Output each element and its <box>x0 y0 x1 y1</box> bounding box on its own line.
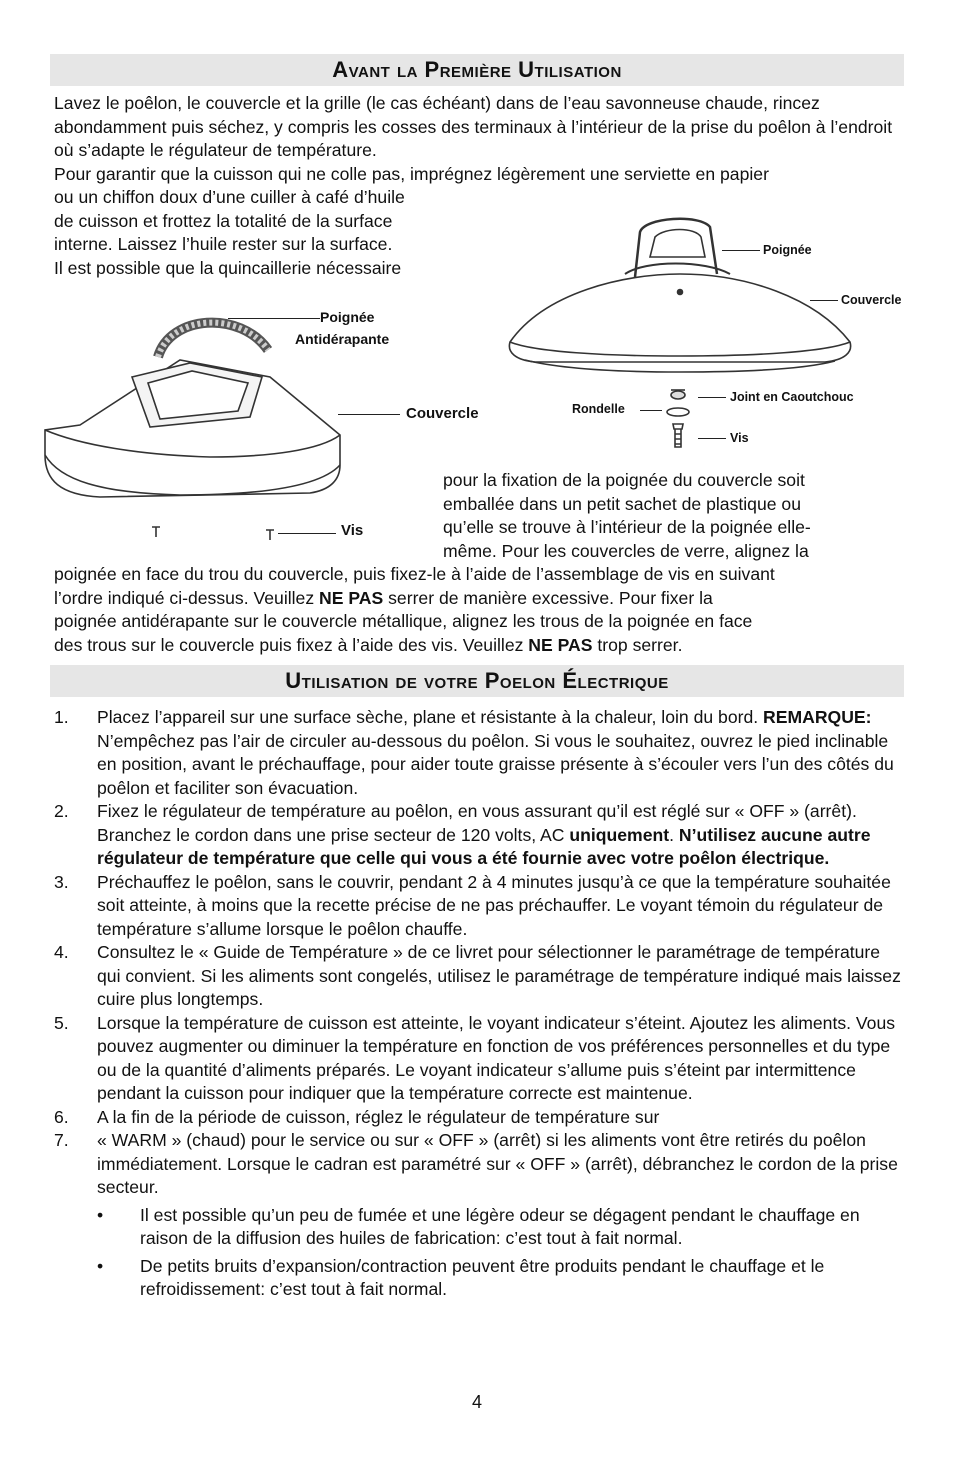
bullet-text: De petits bruits d’expansion/contraction peuvent être produits pendant le chauffage et le refroidissement: c’est tout à fait normal. <box>140 1255 825 1299</box>
label-lid-glass: Couvercle <box>841 293 902 307</box>
leader-line <box>278 533 336 534</box>
list-item <box>54 871 904 942</box>
assembly-line <box>54 587 904 611</box>
list-item-number: 2. <box>54 801 69 821</box>
hardware-paragraph <box>443 469 903 563</box>
oil-instructions-line: interne. Laissez l’huile rester sur la surface. <box>54 234 393 254</box>
list-item-text <box>97 871 904 942</box>
label-handle-glass: Poignée <box>763 243 812 257</box>
emphasis-text: REMARQUE: <box>763 707 872 727</box>
list-item <box>54 800 904 871</box>
leader-line <box>228 318 320 319</box>
section-title-first-use: Avant la Première Utilisation <box>50 54 904 86</box>
step-text: Préchauffez le poêlon, sans le couvrir, pendant 2 à 4 minutes jusqu’à ce que la température souhaitée soit atteinte, à moins que la recette précise de ne pas préchauffer. Le voyant témoin du régulateur de température s’allume lorsque le poêlon chauffe. <box>97 871 891 939</box>
list-item-text <box>97 1129 904 1200</box>
oil-instructions-line: Il est possible que la quincaillerie nécessaire <box>54 257 402 278</box>
list-item-text <box>97 941 904 1012</box>
label-screw-metal: Vis <box>341 522 364 539</box>
leader-line <box>698 397 726 398</box>
assembly-text: trop serrer. <box>592 634 683 655</box>
assembly-line: poignée en face du trou du couvercle, puis fixez-le à l’aide de l’assemblage de vis en suivant <box>54 564 775 584</box>
list-item <box>54 706 904 800</box>
warning-ne-pas: NE PAS <box>528 634 593 655</box>
bullet-symbol: • <box>97 1255 104 1276</box>
step-text: Lorsque la température de cuisson est atteinte, le voyant indicateur s’éteint. Ajoutez les aliments. Vous pouvez augmenter ou diminuer la température en fonction de vos préférences personnelles et du type ou de la quantité d’aliments préparés. Le voyant indicateur s’allume puis s’éteint par intermittence pendant la cuisson pour indiquer que la température correcte est maintenue. <box>97 1012 896 1103</box>
leader-line <box>722 250 760 251</box>
list-item <box>54 1106 904 1130</box>
list-item <box>54 1012 904 1106</box>
list-item-number: 6. <box>54 1106 69 1127</box>
list-item-text <box>97 1106 904 1130</box>
warning-ne-pas: NE PAS <box>319 587 384 608</box>
leader-line <box>640 410 662 411</box>
page-number: 4 <box>471 1392 482 1412</box>
leader-line <box>338 414 400 415</box>
step-text: Fixez le régulateur de température au poêlon, en vous assurant qu’il est réglé sur « OFF » (arrêt). Branchez le cordon dans une prise secteur de 120 volts, AC <box>97 801 857 845</box>
assembly-text: des trous sur le couvercle puis fixez à l’aide des vis. Veuillez <box>54 634 529 655</box>
hardware-line: même. Pour les couvercles de verre, alignez la <box>443 540 809 561</box>
usage-steps-list <box>54 706 904 1302</box>
assembly-text: l’ordre indiqué ci-dessus. Veuillez <box>54 587 320 608</box>
leader-line <box>698 438 726 439</box>
step-text: N’empêchez pas l’air de circuler au-dessous du poêlon. Si vous le souhaitez, ouvrez le pied inclinable en position, avant le préchauffage, pour aider toute graisse présente à s’écouler vers l’un des côtés du poêlon et faciliter son évacuation. <box>97 730 894 798</box>
oil-instructions-line: ou un chiffon doux d’une cuiller à café d’huile <box>54 187 405 207</box>
emphasis-text: N’utilisez aucune autre régulateur de température que celle qui vous a été fournie avec votre poêlon électrique. <box>97 824 871 868</box>
bullet-symbol: • <box>97 1204 104 1225</box>
list-item <box>54 941 904 1012</box>
list-item <box>54 1129 904 1200</box>
oil-instructions-line: Pour garantir que la cuisson qui ne colle pas, imprégnez légèrement une serviette en papier <box>54 163 769 184</box>
list-item-number: 3. <box>54 871 69 892</box>
bullet-item <box>97 1255 904 1302</box>
hardware-line: qu’elle se trouve à l’intérieur de la poignée elle- <box>443 517 811 537</box>
handle-assembly-paragraph <box>54 563 904 657</box>
list-item-text <box>97 800 904 871</box>
label-washer: Rondelle <box>572 402 625 416</box>
label-screw-glass: Vis <box>730 431 749 445</box>
list-item-number: 7. <box>54 1130 69 1150</box>
list-item-text <box>97 1012 904 1106</box>
label-lid-metal: Couvercle <box>406 405 479 422</box>
step-text: Consultez le « Guide de Température » de ce livret pour sélectionner le paramétrage de température qui convient. Si les aliments sont congelés, utilisez le paramétrage de température indiqué mais laissez cuire plus longtemps. <box>97 942 901 1009</box>
label-gasket: Joint en Caoutchouc <box>730 390 854 404</box>
wash-instructions: Lavez le poêlon, le couvercle et la grille (le cas échéant) dans de l’eau savonneuse chaude, rincez abondamment puis séchez, y compris les cosses des terminaux à l’intérieur de la prise du poêlon à l’endroit où s’adapte le régulateur de température. <box>54 93 893 160</box>
assembly-line <box>54 634 904 658</box>
emphasis-text: uniquement <box>569 824 670 845</box>
step-text: « WARM » (chaud) pour le service ou sur « OFF » (arrêt) si les aliments vont être retirés du poêlon immédiatement. Lorsque le cadran est paramétré sur « OFF » (arrêt), débranchez le cordon de la prise secteur. <box>97 1130 898 1197</box>
list-item-text <box>97 706 904 800</box>
leader-line <box>810 300 838 301</box>
step-text: A la fin de la période de cuisson, réglez le régulateur de température sur <box>97 1106 660 1127</box>
step-text: Placez l’appareil sur une surface sèche, plane et résistante à la chaleur, loin du bord. <box>97 707 764 727</box>
list-item-number: 5. <box>54 1012 69 1033</box>
bullet-item <box>97 1204 904 1251</box>
list-item-number: 4. <box>54 942 69 962</box>
oil-instructions-line: de cuisson et frottez la totalité de la surface <box>54 210 393 231</box>
list-item-number: 1. <box>54 707 69 727</box>
assembly-line: poignée antidérapante sur le couvercle métallique, alignez les trous de la poignée en face <box>54 611 753 631</box>
assembly-text: serrer de manière excessive. Pour fixer la <box>383 587 713 608</box>
step-text: . <box>669 824 679 845</box>
label-handle-nonslip-2: Antidérapante <box>295 331 390 347</box>
hardware-line: pour la fixation de la poignée du couvercle soit <box>443 470 805 490</box>
section-title-usage: Utilisation de votre Poelon Électrique <box>50 665 904 697</box>
hardware-line: emballée dans un petit sachet de plastique ou <box>443 493 801 514</box>
bullet-text: Il est possible qu’un peu de fumée et une légère odeur se dégagent pendant le chauffage en raison de la diffusion des huiles de fabrication: c’est tout à fait normal. <box>140 1204 860 1248</box>
label-handle-nonslip: Poignée <box>320 309 375 325</box>
